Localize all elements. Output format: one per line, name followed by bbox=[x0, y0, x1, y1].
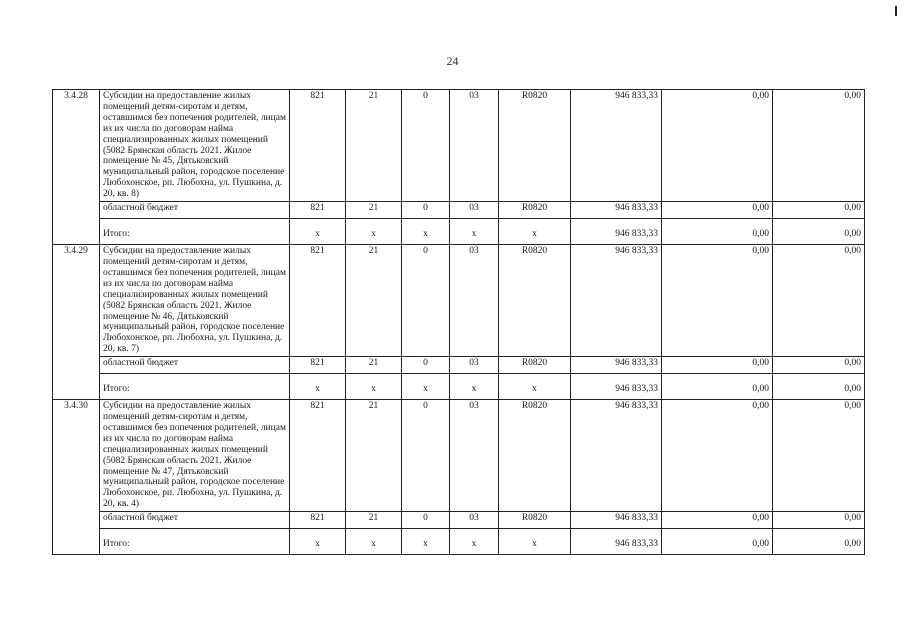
budget-code: x bbox=[402, 529, 450, 555]
budget-code: 821 bbox=[290, 357, 346, 374]
amount-cell: 0,00 bbox=[773, 202, 865, 219]
budget-code: R0820 bbox=[499, 202, 571, 219]
amount-cell: 0,00 bbox=[662, 202, 773, 219]
budget-code: 821 bbox=[290, 245, 346, 357]
amount-cell: 0,00 bbox=[662, 512, 773, 529]
budget-code: x bbox=[290, 374, 346, 400]
amount-cell: 946 833,33 bbox=[571, 90, 662, 202]
budget-code: 821 bbox=[290, 400, 346, 512]
table-row bbox=[53, 357, 865, 374]
budget-code: 03 bbox=[450, 245, 499, 357]
budget-code: x bbox=[499, 374, 571, 400]
page-number: 24 bbox=[446, 54, 459, 68]
budget-code: 0 bbox=[402, 357, 450, 374]
table-row bbox=[53, 90, 865, 202]
budget-code: R0820 bbox=[499, 512, 571, 529]
row-number: 3.4.28 bbox=[53, 90, 100, 245]
budget-code: x bbox=[499, 219, 571, 245]
budget-code: R0820 bbox=[499, 357, 571, 374]
row-description: Субсидии на предоставление жилых помещений детям-сиротам и детям, оставшимся без попечения родителей, лицам из их числа по договорам найма специализированных жилых помещений (5082 Брянская область 2021. Жилое помещение № 45, Дятьковский муниципальный район, городское поселение Любохонское, рп. Любохна, ул. Пушкина, д. 20, кв. 8) bbox=[100, 90, 290, 202]
table-row bbox=[53, 400, 865, 512]
budget-code: x bbox=[450, 219, 499, 245]
budget-code: 821 bbox=[290, 202, 346, 219]
budget-code: 0 bbox=[402, 90, 450, 202]
budget-code: 21 bbox=[346, 245, 402, 357]
budget-code: 21 bbox=[346, 512, 402, 529]
amount-cell: 0,00 bbox=[662, 400, 773, 512]
amount-cell: 946 833,33 bbox=[571, 245, 662, 357]
budget-code: 0 bbox=[402, 512, 450, 529]
budget-code: 0 bbox=[402, 245, 450, 357]
budget-code: 03 bbox=[450, 90, 499, 202]
row-number: 3.4.29 bbox=[53, 245, 100, 400]
scan-mark bbox=[895, 6, 897, 16]
budget-code: 821 bbox=[290, 512, 346, 529]
budget-code: x bbox=[346, 374, 402, 400]
table-row bbox=[53, 245, 865, 357]
amount-cell: 0,00 bbox=[773, 400, 865, 512]
budget-code: R0820 bbox=[499, 245, 571, 357]
budget-code: x bbox=[402, 374, 450, 400]
budget-code: x bbox=[450, 529, 499, 555]
amount-cell: 0,00 bbox=[773, 245, 865, 357]
budget-code: x bbox=[450, 374, 499, 400]
total-label: Итого: bbox=[100, 374, 290, 400]
sub-label: областной бюджет bbox=[100, 512, 290, 529]
budget-code: 03 bbox=[450, 512, 499, 529]
amount-cell: 0,00 bbox=[773, 219, 865, 245]
budget-code: 03 bbox=[450, 357, 499, 374]
sub-label: областной бюджет bbox=[100, 202, 290, 219]
budget-code: 821 bbox=[290, 90, 346, 202]
amount-cell: 946 833,33 bbox=[571, 400, 662, 512]
budget-code: x bbox=[290, 219, 346, 245]
amount-cell: 946 833,33 bbox=[571, 529, 662, 555]
sub-label: областной бюджет bbox=[100, 357, 290, 374]
amount-cell: 0,00 bbox=[662, 245, 773, 357]
amount-cell: 0,00 bbox=[773, 529, 865, 555]
row-number: 3.4.30 bbox=[53, 400, 100, 555]
amount-cell: 0,00 bbox=[773, 512, 865, 529]
amount-cell: 0,00 bbox=[662, 374, 773, 400]
budget-code: 0 bbox=[402, 400, 450, 512]
budget-table bbox=[52, 89, 865, 555]
amount-cell: 0,00 bbox=[662, 219, 773, 245]
budget-code: 03 bbox=[450, 400, 499, 512]
amount-cell: 0,00 bbox=[662, 90, 773, 202]
total-label: Итого: bbox=[100, 529, 290, 555]
budget-code: 03 bbox=[450, 202, 499, 219]
budget-code: x bbox=[346, 529, 402, 555]
amount-cell: 0,00 bbox=[662, 357, 773, 374]
table-row bbox=[53, 529, 865, 555]
amount-cell: 0,00 bbox=[773, 374, 865, 400]
budget-code: x bbox=[402, 219, 450, 245]
amount-cell: 0,00 bbox=[773, 90, 865, 202]
row-description: Субсидии на предоставление жилых помещений детям-сиротам и детям, оставшимся без попечения родителей, лицам из их числа по договорам найма специализированных жилых помещений (5082 Брянская область 2021. Жилое помещение № 47, Дятьковский муниципальный район, городское поселение Любохонское, рп. Любохна, ул. Пушкина, д. 20, кв. 4) bbox=[100, 400, 290, 512]
amount-cell: 946 833,33 bbox=[571, 357, 662, 374]
table-row bbox=[53, 374, 865, 400]
table-row bbox=[53, 219, 865, 245]
budget-code: 21 bbox=[346, 90, 402, 202]
table-row bbox=[53, 512, 865, 529]
budget-code: R0820 bbox=[499, 90, 571, 202]
amount-cell: 0,00 bbox=[773, 357, 865, 374]
budget-code: 21 bbox=[346, 202, 402, 219]
amount-cell: 946 833,33 bbox=[571, 374, 662, 400]
amount-cell: 946 833,33 bbox=[571, 202, 662, 219]
amount-cell: 946 833,33 bbox=[571, 512, 662, 529]
amount-cell: 0,00 bbox=[662, 529, 773, 555]
amount-cell: 946 833,33 bbox=[571, 219, 662, 245]
total-label: Итого: bbox=[100, 219, 290, 245]
budget-code: x bbox=[499, 529, 571, 555]
budget-code: 21 bbox=[346, 400, 402, 512]
budget-code: 21 bbox=[346, 357, 402, 374]
budget-code: x bbox=[346, 219, 402, 245]
budget-code: 0 bbox=[402, 202, 450, 219]
row-description: Субсидии на предоставление жилых помещений детям-сиротам и детям, оставшимся без попечения родителей, лицам из их числа по договорам найма специализированных жилых помещений (5082 Брянская область 2021. Жилое помещение № 46, Дятьковский муниципальный район, городское поселение Любохонское, рп. Любохна, ул. Пушкина, д. 20, кв. 7) bbox=[100, 245, 290, 357]
budget-code: R0820 bbox=[499, 400, 571, 512]
table-row bbox=[53, 202, 865, 219]
budget-code: x bbox=[290, 529, 346, 555]
